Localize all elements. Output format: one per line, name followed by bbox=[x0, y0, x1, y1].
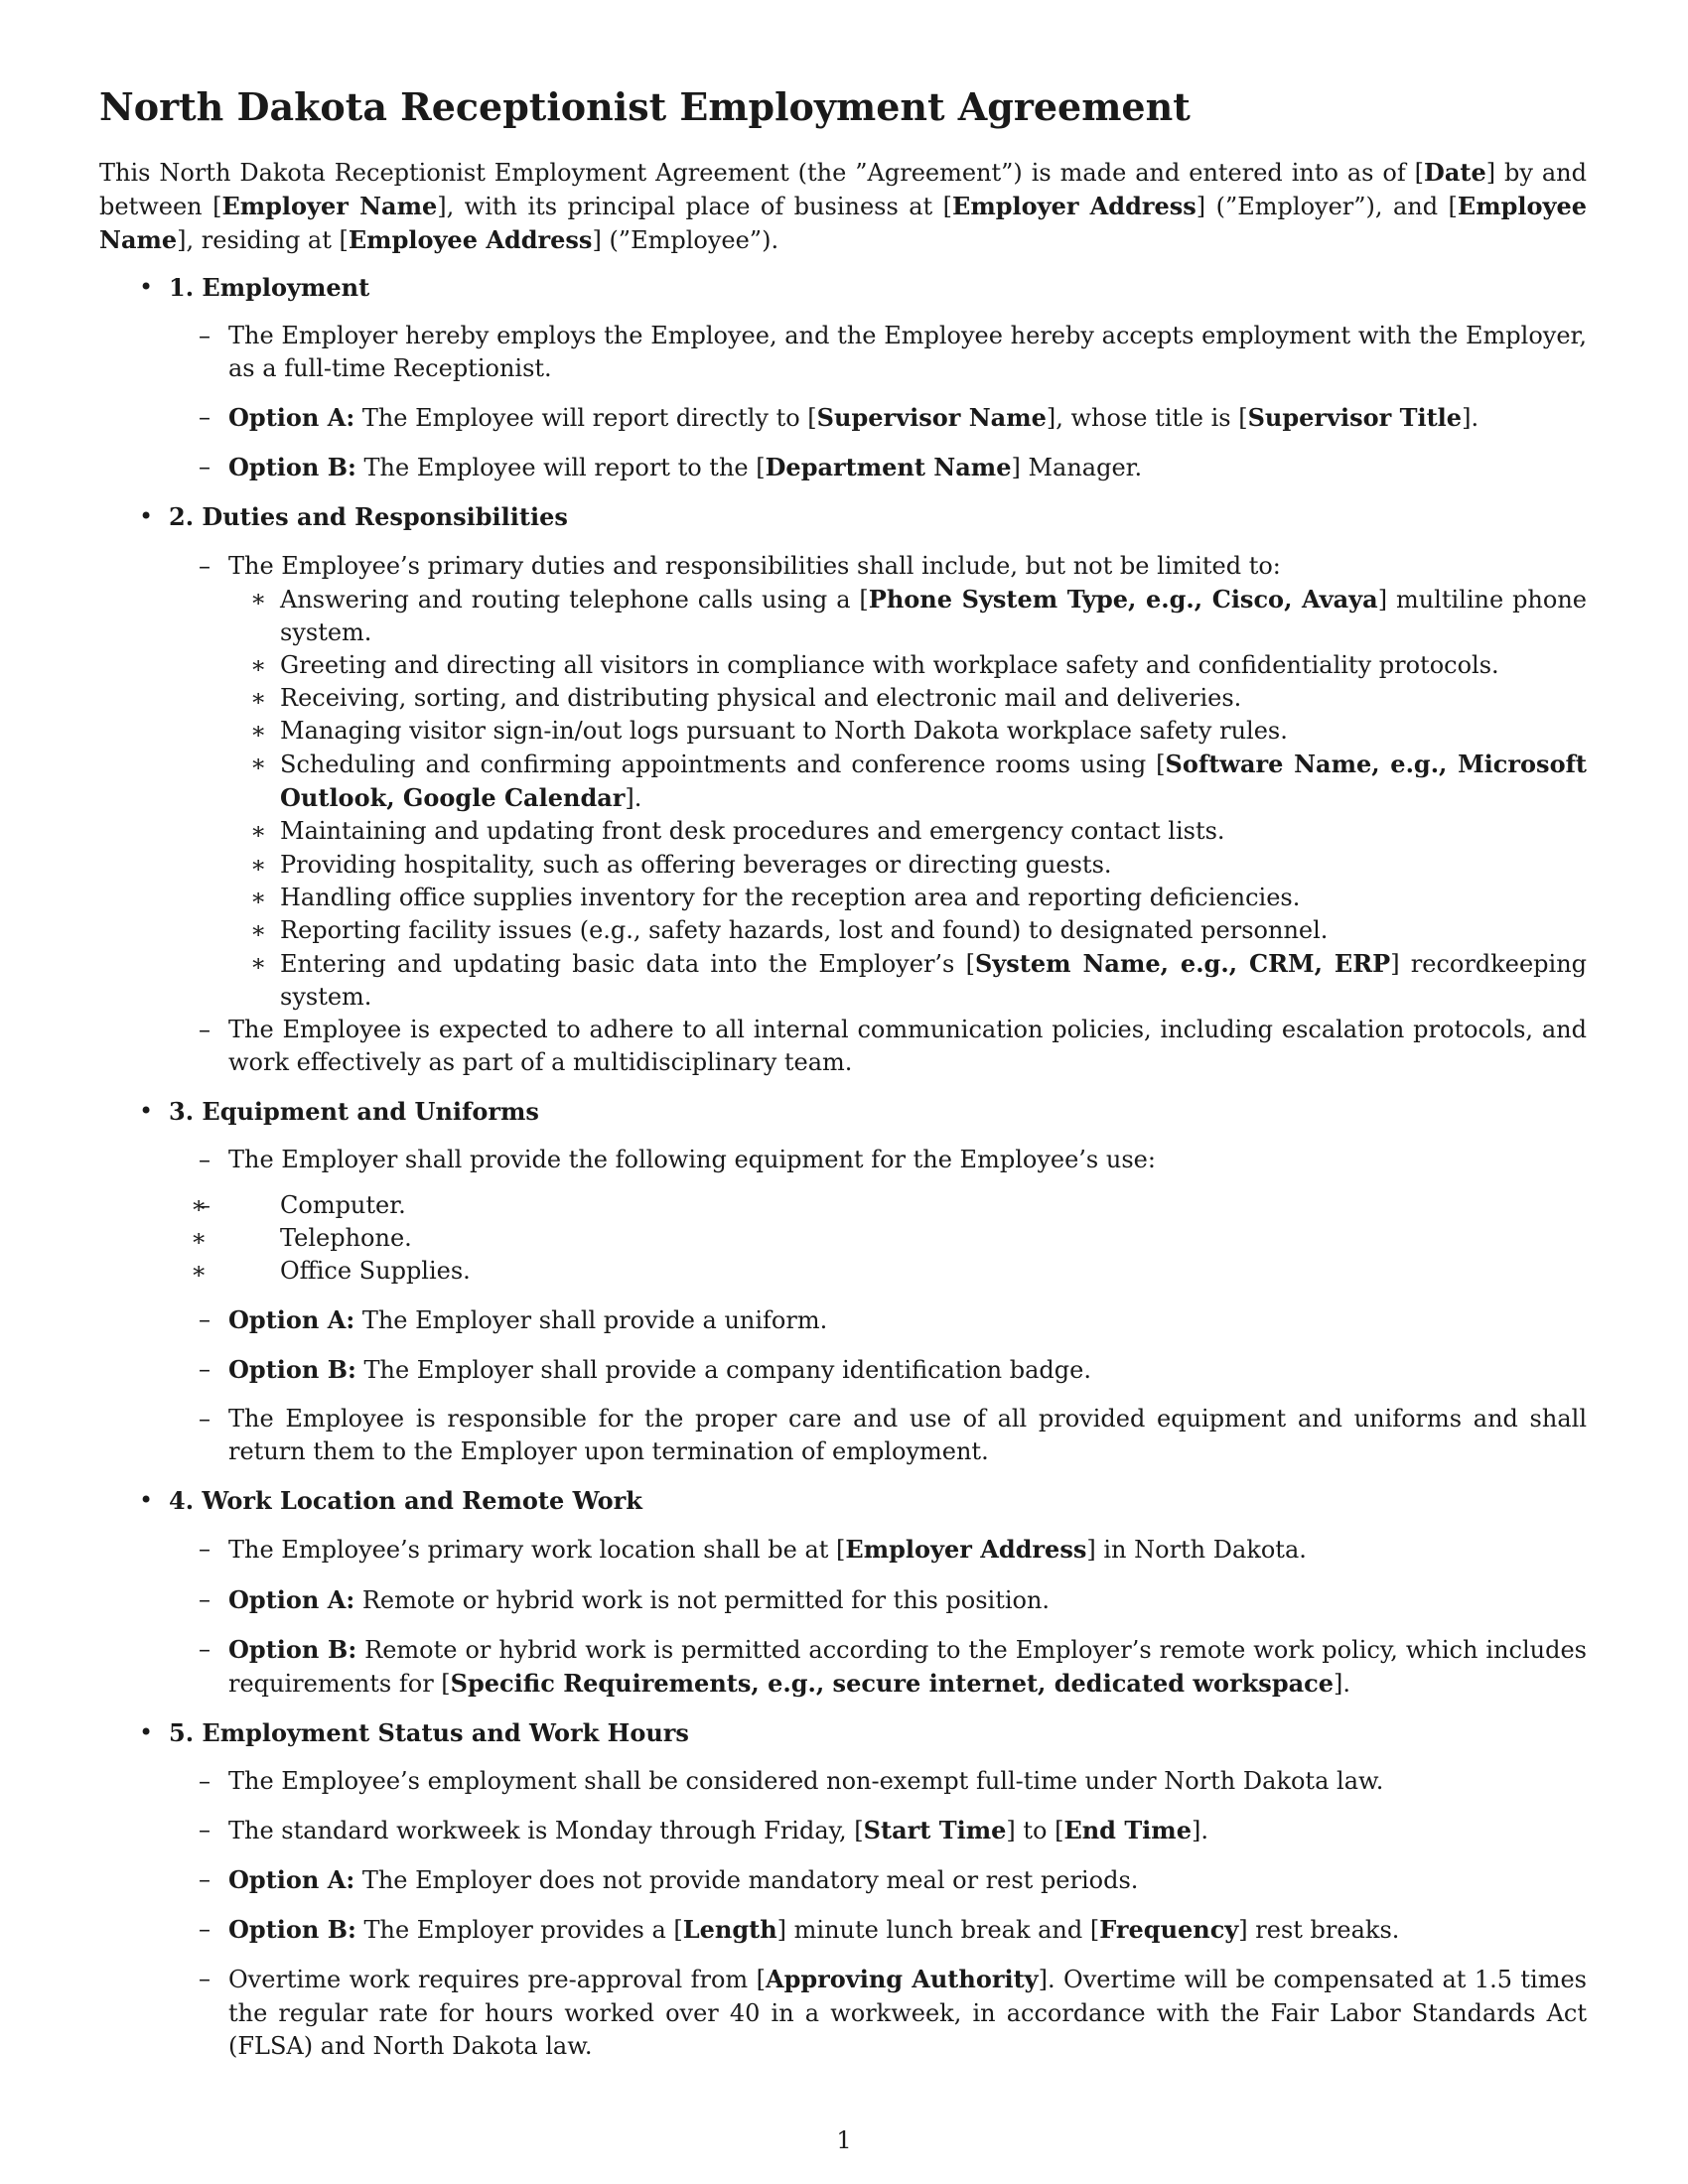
item-text: Telephone. bbox=[280, 1223, 412, 1252]
section-duties bbox=[99, 500, 1587, 1079]
option-a-item bbox=[169, 1303, 1587, 1337]
option-a-item bbox=[169, 1863, 1587, 1897]
frequency-field: Frequency bbox=[1099, 1915, 1239, 1945]
item-text: Entering and updating basic data into the Employer’s [ bbox=[280, 949, 975, 978]
document-page bbox=[99, 84, 1587, 2149]
duty-item: ∗ Reporting facility issues (e.g., safety hazards, lost and found) to designated personnel. bbox=[228, 914, 1587, 947]
intro-paragraph bbox=[99, 156, 1587, 257]
section-heading: • 1. Employment bbox=[169, 271, 1587, 304]
item-text: Office Supplies. bbox=[280, 1256, 471, 1285]
employer-name-field: Employer Name bbox=[221, 191, 438, 220]
item-text: Remote or hybrid work is not permitted for this position. bbox=[354, 1585, 1051, 1614]
item-text: The Employer provides a [ bbox=[355, 1916, 683, 1945]
item-text: ] multiline phone system. bbox=[280, 585, 1587, 646]
duty-item: ∗ Handling office supplies inventory for the reception area and reporting deficiencies. bbox=[228, 882, 1587, 914]
duty-item: ∗ Maintaining and updating front desk procedures and emergency contact lists. bbox=[228, 815, 1587, 848]
employee-name-field: Employee Name bbox=[99, 191, 1587, 254]
list-item: – The Employer hereby employs the Employee, and the Employee hereby accepts employment with the Employer, as a full-time Receptionist. bbox=[169, 320, 1587, 385]
specific-requirements-field: Specific Requirements, e.g., secure internet, dedicated workspace bbox=[450, 1668, 1335, 1698]
employer-address-field: Employer Address bbox=[845, 1535, 1087, 1565]
section-items bbox=[169, 1144, 1587, 1468]
intro-text: This North Dakota Receptionist Employment Agreement (the ”Agreement”) is made and entered into as of [ bbox=[99, 158, 1425, 187]
section-heading: • 4. Work Location and Remote Work bbox=[169, 1484, 1587, 1517]
option-label: Option A: bbox=[228, 1584, 355, 1614]
page-number: 1 bbox=[836, 2126, 852, 2154]
end-time-field: End Time bbox=[1063, 1816, 1192, 1845]
duty-item: ∗ Managing visitor sign-in/out logs pursuant to North Dakota workplace safety rules. bbox=[228, 715, 1587, 748]
employee-address-field: Employee Address bbox=[348, 224, 593, 254]
list-item: – The Employer shall provide the following equipment for the Employee’s use: bbox=[169, 1144, 1587, 1176]
option-a-item bbox=[169, 1583, 1587, 1617]
list-item: – The Employee is responsible for the proper care and use of all provided equipment and uniforms and shall return them to the Employer upon termination of employment. bbox=[169, 1403, 1587, 1468]
item-text: ] rest breaks. bbox=[1238, 1916, 1400, 1945]
item-text: Overtime work requires pre-approval from [ bbox=[228, 1966, 766, 1994]
duty-item: ∗ Receiving, sorting, and distributing physical and electronic mail and deliveries. bbox=[228, 682, 1587, 715]
section-items bbox=[169, 550, 1587, 1080]
intro-text: ] by and between [ bbox=[99, 158, 1588, 220]
item-text: ]. bbox=[1462, 404, 1479, 433]
section-items bbox=[169, 320, 1587, 484]
department-name-field: Department Name bbox=[765, 453, 1012, 482]
equipment-item bbox=[169, 1255, 1587, 1288]
option-label: Option B: bbox=[228, 453, 356, 482]
item-text: The Employee will report directly to [ bbox=[354, 404, 817, 433]
option-b-item bbox=[169, 451, 1587, 484]
item-text: The Employee’s primary work location shall be at [ bbox=[228, 1536, 846, 1565]
item-text: Computer. bbox=[280, 1190, 406, 1219]
duty-item: ∗ Greeting and directing all visitors in compliance with workplace safety and confidentiality protocols. bbox=[228, 649, 1587, 682]
equipment-item bbox=[169, 1189, 1587, 1222]
option-b-item bbox=[169, 1353, 1587, 1387]
system-name-field: System Name, e.g., CRM, ERP bbox=[974, 948, 1391, 978]
item-text: The Employer shall provide a company identification badge. bbox=[355, 1355, 1091, 1384]
option-b-item bbox=[169, 1913, 1587, 1947]
section-heading: • 5. Employment Status and Work Hours bbox=[169, 1716, 1587, 1749]
section-heading: • 2. Duties and Responsibilities bbox=[169, 500, 1587, 533]
item-text: The standard workweek is Monday through Friday, [ bbox=[228, 1817, 864, 1845]
item-text: ]. bbox=[1334, 1669, 1351, 1698]
document-title: North Dakota Receptionist Employment Agreement bbox=[99, 84, 1191, 129]
item-text: ] minute lunch break and [ bbox=[776, 1916, 1100, 1945]
option-label: Option A: bbox=[228, 1865, 355, 1895]
equipment-item bbox=[169, 1222, 1587, 1255]
item-text: ]. bbox=[1191, 1817, 1208, 1845]
item-text: ] in North Dakota. bbox=[1086, 1536, 1307, 1565]
item-text: ] recordkeeping system. bbox=[280, 949, 1588, 1011]
option-a-item bbox=[169, 401, 1587, 435]
phone-system-field: Phone System Type, e.g., Cisco, Avaya bbox=[868, 584, 1378, 614]
item-text: ] Manager. bbox=[1011, 454, 1143, 482]
option-label: Option A: bbox=[228, 1304, 355, 1334]
item-text: The Employer does not provide mandatory meal or rest periods. bbox=[354, 1866, 1139, 1895]
item-text: Scheduling and confirming appointments and conference rooms using [ bbox=[280, 751, 1166, 779]
software-name-field: Software Name, e.g., Microsoft Outlook, Google Calendar bbox=[280, 750, 1587, 813]
option-label: Option B: bbox=[228, 1354, 356, 1384]
section-employment bbox=[99, 271, 1587, 485]
intro-text: ], residing at [ bbox=[177, 225, 349, 254]
supervisor-name-field: Supervisor Name bbox=[816, 403, 1047, 433]
equipment-sublist bbox=[169, 1189, 1587, 1288]
section-items bbox=[169, 1765, 1587, 2063]
option-label: Option B: bbox=[228, 1634, 357, 1664]
item-text: The Employer shall provide a uniform. bbox=[354, 1305, 828, 1334]
section-heading: • 3. Equipment and Uniforms bbox=[169, 1095, 1587, 1128]
option-label: Option A: bbox=[228, 403, 355, 433]
duty-item bbox=[228, 947, 1587, 1014]
section-equipment bbox=[99, 1095, 1587, 1468]
list-item: – The Employee’s employment shall be considered non-exempt full-time under North Dakota law. bbox=[169, 1765, 1587, 1798]
start-time-field: Start Time bbox=[863, 1816, 1007, 1845]
option-label: Option B: bbox=[228, 1915, 356, 1945]
intro-text: ], with its principal place of business at [ bbox=[437, 192, 953, 220]
item-text: Remote or hybrid work is permitted according to the Employer’s remote work policy, which includes requirements for [ bbox=[228, 1635, 1587, 1698]
list-item bbox=[169, 1814, 1587, 1847]
employer-address-field: Employer Address bbox=[952, 191, 1196, 220]
duties-sublist bbox=[228, 583, 1587, 1014]
duty-item bbox=[228, 583, 1587, 649]
section-items bbox=[169, 1533, 1587, 1700]
item-text: The Employee’s primary duties and responsibilities shall include, but not be limited to: bbox=[228, 551, 1281, 580]
list-item bbox=[169, 550, 1587, 1015]
item-text: ]. Overtime will be compensated at 1.5 times the regular rate for hours worked over 40 in a workweek, in accordance with the Fair Labor Standards Act (FLSA) and North Dakota law. bbox=[228, 1966, 1587, 2060]
item-text: ]. bbox=[625, 784, 642, 813]
duty-item bbox=[228, 748, 1587, 815]
item-text: ] to [ bbox=[1006, 1817, 1064, 1845]
section-work-location bbox=[99, 1484, 1587, 1701]
intro-text: ] (”Employer”), and [ bbox=[1196, 192, 1458, 220]
sections-list bbox=[99, 271, 1587, 2063]
equipment-sublist-wrapper bbox=[169, 1189, 1587, 1288]
item-text: Answering and routing telephone calls using a [ bbox=[280, 585, 869, 614]
intro-text: ] (”Employee”). bbox=[592, 225, 779, 254]
date-field: Date bbox=[1424, 157, 1486, 187]
item-text: The Employee will report to the [ bbox=[355, 454, 766, 482]
approving-authority-field: Approving Authority bbox=[765, 1965, 1039, 1994]
list-item: – The Employee is expected to adhere to all internal communication policies, including escalation protocols, and work effectively as part of a multidisciplinary team. bbox=[169, 1014, 1587, 1079]
list-item bbox=[169, 1533, 1587, 1567]
list-item bbox=[169, 1963, 1587, 2062]
supervisor-title-field: Supervisor Title bbox=[1247, 403, 1463, 433]
section-work-hours bbox=[99, 1716, 1587, 2063]
length-field: Length bbox=[682, 1915, 777, 1945]
option-b-item bbox=[169, 1633, 1587, 1701]
duty-item: ∗ Providing hospitality, such as offering beverages or directing guests. bbox=[228, 849, 1587, 882]
item-text: ], whose title is [ bbox=[1046, 404, 1248, 433]
